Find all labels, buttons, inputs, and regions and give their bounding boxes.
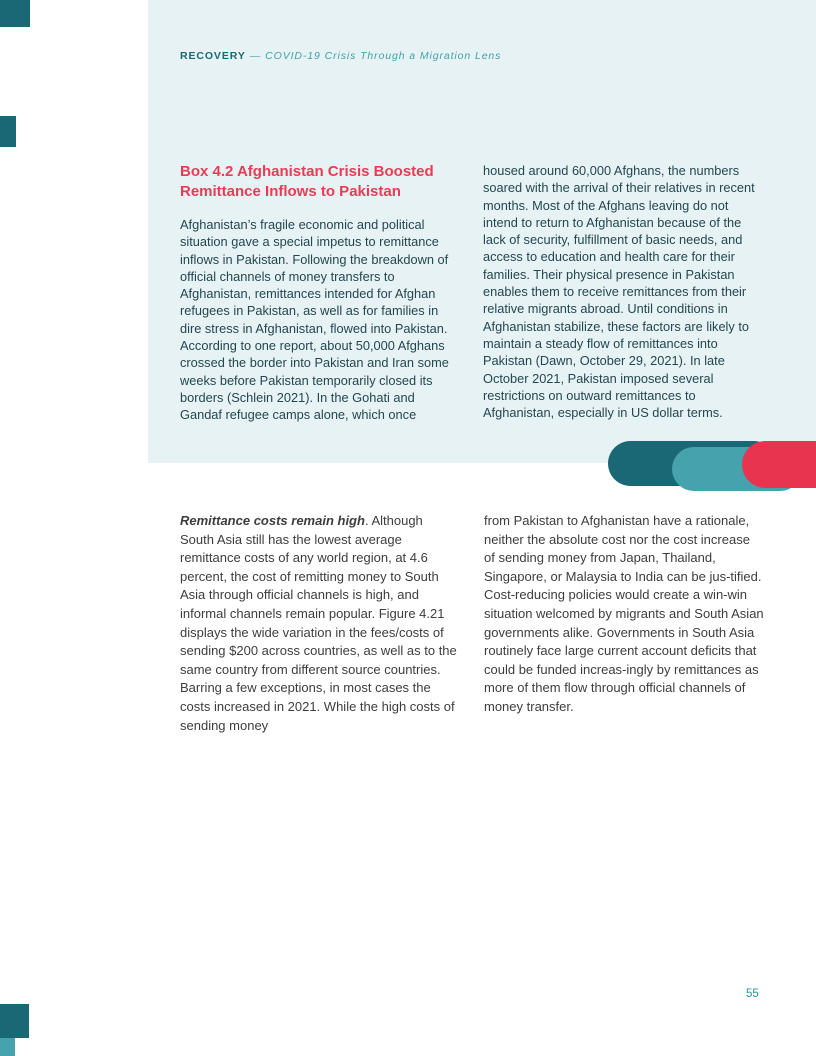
box-content <box>180 162 763 424</box>
box-column-right <box>483 162 763 424</box>
running-header-separator: — <box>249 50 262 62</box>
body-lead-phrase: Remittance costs remain high <box>180 513 365 528</box>
box-title: Box 4.2 Afghanistan Crisis Boosted Remittance Inflows to Pakistan <box>180 163 434 200</box>
box-4-2-panel <box>148 0 816 463</box>
body-column-left <box>180 512 460 735</box>
box-column-left <box>180 162 460 424</box>
corner-mark-bottom-teal <box>0 1038 15 1056</box>
box-paragraph-right: housed around 60,000 Afghans, the numbers soared with the arrival of their relatives in recent months. Most of the Afghans leaving do not intend to return to Afghanistan because of the lack of security, fulfillment of basic needs, and access to education and health care for their families. Their physical presence in Pakistan enables them to receive remittances from their relative migrants abroad. Until conditions in Afghanistan stabilize, these factors are likely to maintain a steady flow of remittances into Pakistan (Dawn, October 29, 2021). In late October 2021, Pakistan imposed several restrictions on outward remittances to Afghanistan, especially in US dollar terms. <box>483 163 755 421</box>
running-header-label: RECOVERY <box>180 50 246 62</box>
body-column-right: from Pakistan to Afghanistan have a rationale, neither the absolute cost nor the cost increase of sending money from Japan, Thailand, Singapore, or Malaysia to India can be jus-tified. Cost-reducing policies would create a win-win situation welcomed by migrants and South Asian governments alike. Governments in South Asia routinely face large current account deficits that could be funded increas-ingly by remittances as more of them flow through official channels of money transfer. <box>484 513 764 714</box>
box-paragraph-left: Afghanistan’s fragile economic and political situation gave a special impetus to remittance inflows in Pakistan. Following the breakdown of official channels of money transfers to Afghanistan, remittances intended for Afghan refugees in Pakistan, as well as for families in dire stress in Afghanistan, flowed into Pakistan. According to one report, about 50,000 Afghans crossed the border into Pakistan and Iran some weeks before Pakistan temporarily closed its borders (Schlein 2021). In the Gohati and Gandaf refugee camps alone, which once <box>180 217 449 423</box>
corner-mark-bottom-dark <box>0 1004 29 1038</box>
running-header-title: COVID-19 Crisis Through a Migration Lens <box>265 50 502 62</box>
body-paragraph-left: . Although South Asia still has the lowest average remittance costs of any world region, at 4.6 percent, the cost of remitting money to South Asia through official channels is high, and informal channels remain popular. Figure 4.21 displays the wide variation in the fees/costs of sending $200 across countries, as well as to the same country from different source countries. Barring a few exceptions, in most cases the costs increased in 2021. While the high costs of sending money <box>180 513 457 733</box>
corner-mark-top-left <box>0 0 30 27</box>
deco-pill-red <box>742 441 816 488</box>
body-section <box>180 512 764 735</box>
running-header <box>180 50 501 62</box>
page-number: 55 <box>746 988 759 1000</box>
edge-mark-left-upper <box>0 116 16 147</box>
